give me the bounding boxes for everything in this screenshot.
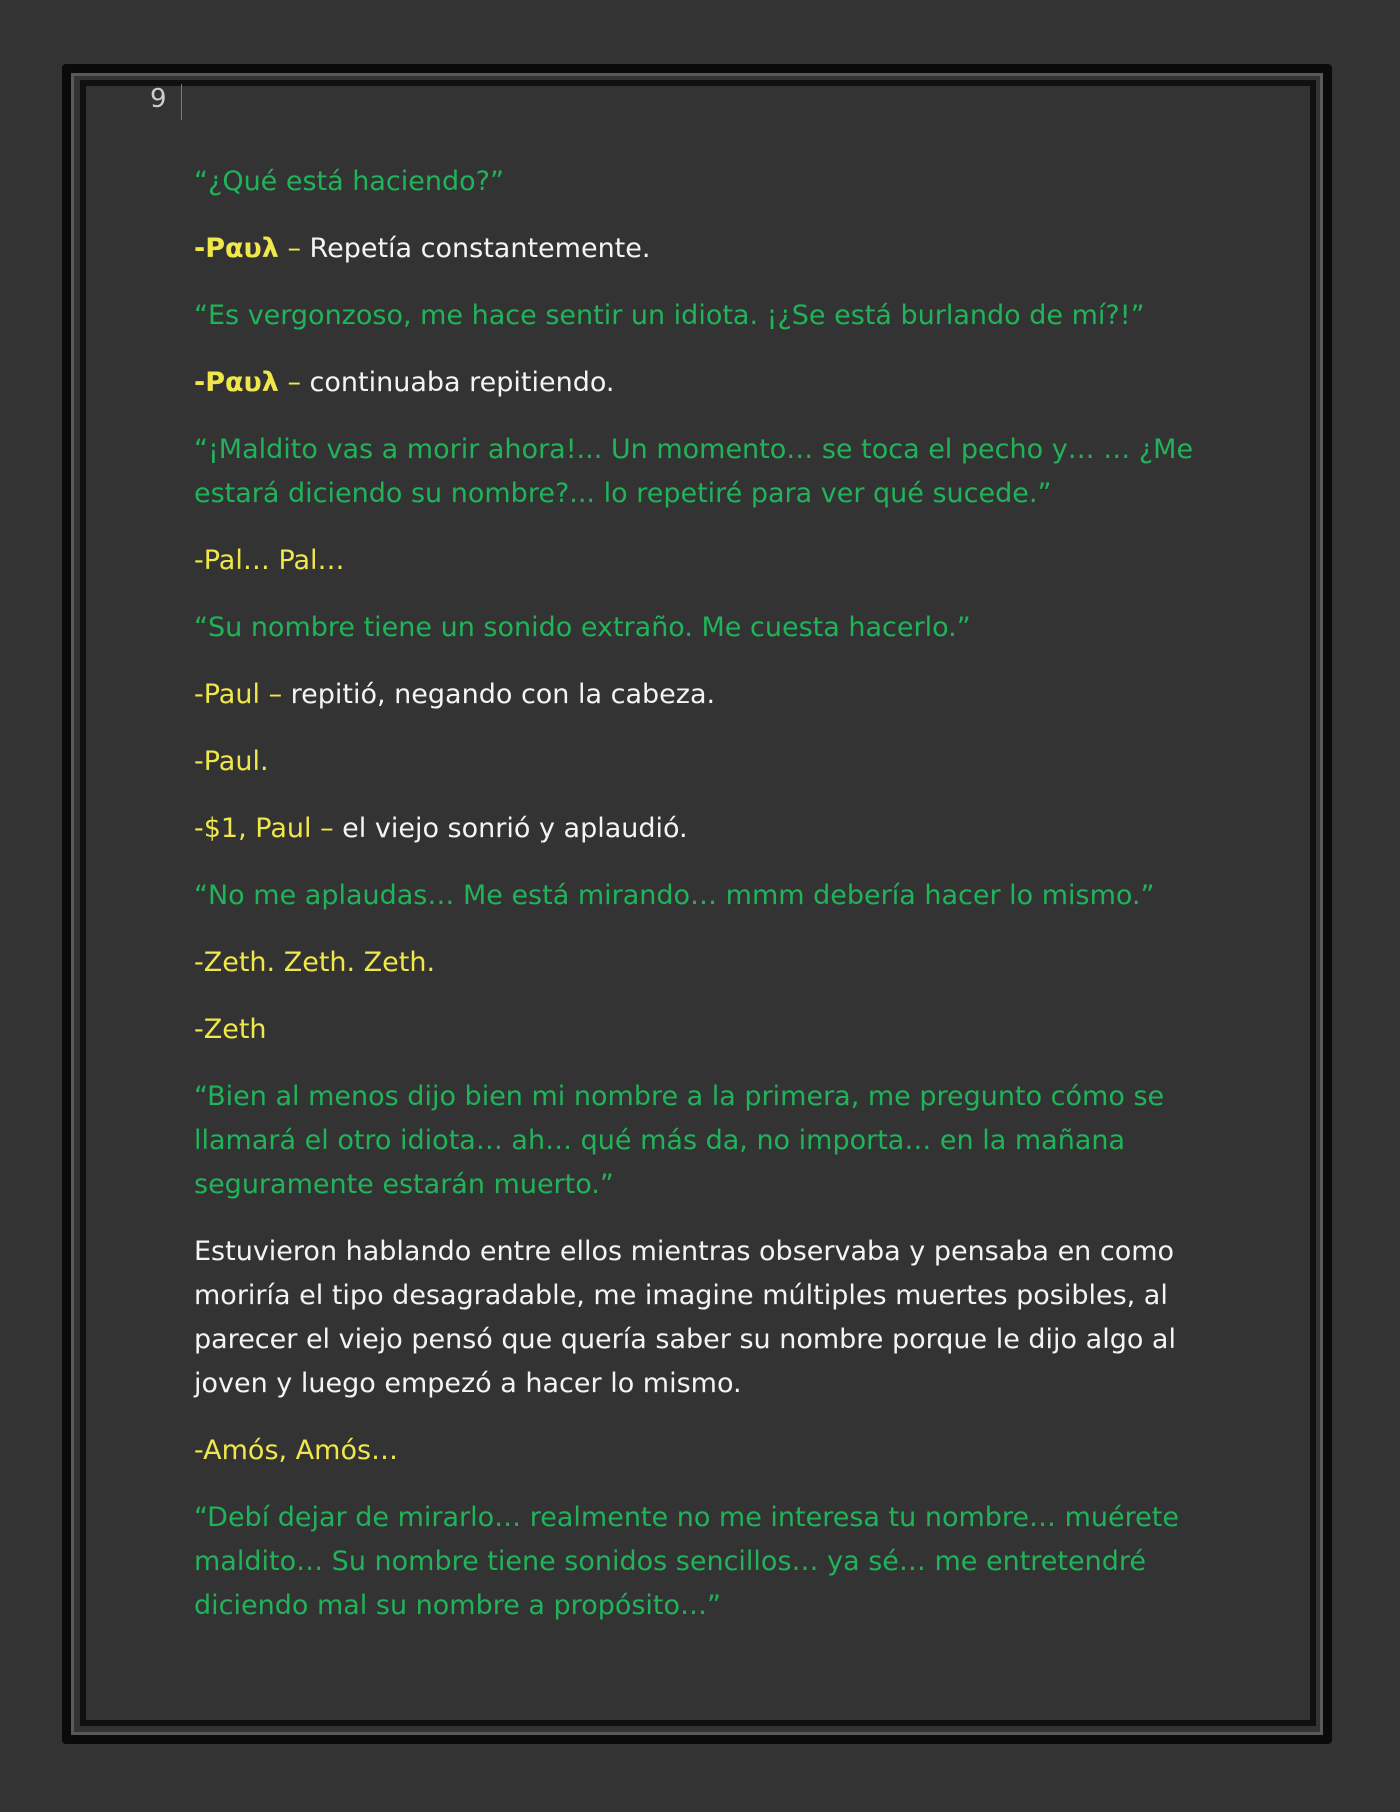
thought-text: “Bien al menos dijo bien mi nombre a la primera, me pregunto cómo se llamará el otro idiota… ah… qué más da, no importa… en la mañana seguramente estarán muerto.” — [194, 1081, 1165, 1200]
speech-text: -Zeth — [194, 1014, 267, 1045]
speech-paragraph — [194, 941, 1204, 985]
speech-text: -Pal… Pal… — [194, 545, 345, 576]
dialogue-separator: – — [259, 679, 291, 710]
thought-paragraph — [194, 874, 1204, 918]
thought-paragraph — [194, 160, 1204, 204]
speaker-name: -Ραυλ — [194, 367, 279, 398]
speaker-name: -$1, Paul — [194, 813, 312, 844]
dialogue-paragraph — [194, 227, 1204, 271]
dialogue-tag: Repetía constantemente. — [309, 233, 651, 264]
narration-paragraph — [194, 1230, 1204, 1406]
thought-paragraph — [194, 294, 1204, 338]
speech-paragraph — [194, 740, 1204, 784]
dialogue-tag: repitió, negando con la cabeza. — [290, 679, 716, 710]
thought-text: “¿Qué está haciendo?” — [194, 166, 504, 197]
dialogue-separator: – — [311, 813, 343, 844]
narration-text: Estuvieron hablando entre ellos mientras observaba y pensaba en como moriría el tipo desagradable, me imagine múltiples muertes posibles, al parecer el viejo pensó que quería saber su nombre porque le dijo algo al joven y luego empezó a hacer lo mismo. — [194, 1236, 1176, 1399]
thought-paragraph — [194, 428, 1204, 516]
speaker-name: -Ραυλ — [194, 233, 279, 264]
dialogue-separator: – — [278, 367, 310, 398]
dialogue-tag: el viejo sonrió y aplaudió. — [342, 813, 688, 844]
speech-text: -Paul. — [194, 746, 269, 777]
thought-text: “Es vergonzoso, me hace sentir un idiota. ¡¿Se está burlando de mí?!” — [194, 300, 1145, 331]
dialogue-paragraph — [194, 361, 1204, 405]
dialogue-paragraph — [194, 673, 1204, 717]
speaker-name: -Paul — [194, 679, 260, 710]
thought-paragraph — [194, 1075, 1204, 1207]
speech-paragraph — [194, 539, 1204, 583]
thought-text: “Debí dejar de mirarlo… realmente no me interesa tu nombre… muérete maldito… Su nombre tiene sonidos sencillos… ya sé… me entretendré diciendo mal su nombre a propósito…” — [194, 1502, 1179, 1621]
speech-paragraph — [194, 1429, 1204, 1473]
thought-text: “No me aplaudas… Me está mirando… mmm debería hacer lo mismo.” — [194, 880, 1155, 911]
thought-paragraph — [194, 606, 1204, 650]
speech-text: -Amós, Amós… — [194, 1435, 399, 1466]
thought-text: “Su nombre tiene un sonido extraño. Me cuesta hacerlo.” — [194, 612, 971, 643]
page-number: 9 — [150, 84, 168, 114]
dialogue-tag: continuaba repitiendo. — [309, 367, 615, 398]
speech-paragraph — [194, 1008, 1204, 1052]
thought-text: “¡Maldito vas a morir ahora!... Un momento… se toca el pecho y… … ¿Me estará diciendo su nombre?... lo repetiré para ver qué sucede.” — [194, 434, 1194, 509]
page-number-divider — [181, 84, 182, 120]
thought-paragraph — [194, 1496, 1204, 1628]
dialogue-separator: – — [278, 233, 310, 264]
speech-text: -Zeth. Zeth. Zeth. — [194, 947, 436, 978]
dialogue-paragraph — [194, 807, 1204, 851]
page-body — [194, 160, 1204, 1651]
